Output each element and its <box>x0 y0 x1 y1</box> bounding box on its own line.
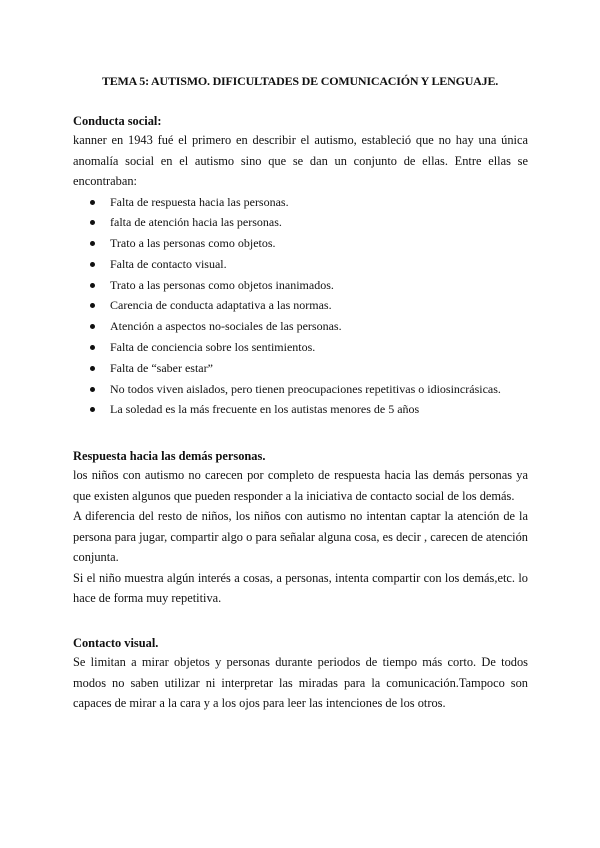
list-item-text: Falta de contacto visual. <box>110 256 227 271</box>
list-item <box>73 337 528 358</box>
bullet-icon <box>90 324 95 329</box>
list-item-text: Trato a las personas como objetos. <box>110 236 276 251</box>
list-item <box>73 212 528 233</box>
list-item-text: Falta de respuesta hacia las personas. <box>110 194 289 209</box>
bullet-icon <box>90 200 95 205</box>
list-item <box>73 295 528 316</box>
section-heading-contacto-visual: Contacto visual. <box>73 636 159 650</box>
list-item <box>73 192 528 213</box>
contacto-visual-paragraph: Se limitan a mirar objetos y personas durante periodos de tiempo más corto. De todos modos no saben utilizar ni interpretar las miradas para la comunicación.Tampoco son capaces de mirar a la cara y a los ojos para leer las intenciones de los otros. <box>73 655 528 710</box>
document-title: TEMA 5: AUTISMO. DIFICULTADES DE COMUNICACIÓN Y LENGUAJE. <box>101 74 499 88</box>
bullet-icon <box>90 220 95 225</box>
section-heading-respuesta: Respuesta hacia las demás personas. <box>73 449 266 463</box>
list-item <box>73 379 528 400</box>
bullet-icon <box>90 345 95 350</box>
list-item-text: No todos viven aislados, pero tienen preocupaciones repetitivas o idiosincrásicas. <box>110 381 501 396</box>
bullet-icon <box>90 262 95 267</box>
list-item <box>73 399 528 420</box>
respuesta-paragraph-3: Si el niño muestra algún interés a cosas, a personas, intenta compartir con los demás,etc. lo hace de forma muy repetitiva. <box>73 570 528 605</box>
list-item <box>73 233 528 254</box>
bullet-icon <box>90 303 95 308</box>
conducta-social-intro: kanner en 1943 fué el primero en describir el autismo, estableció que no hay una única anomalía social en el autismo sino que se dan un conjunto de ellas. Entre ellas se encontraban: <box>73 133 528 188</box>
conducta-social-list <box>73 192 528 421</box>
list-item-text: Carencia de conducta adaptativa a las normas. <box>110 298 332 313</box>
bullet-icon <box>90 366 95 371</box>
section-respuesta <box>73 447 528 609</box>
bullet-icon <box>90 407 95 412</box>
section-heading-conducta-social: Conducta social: <box>73 114 162 128</box>
bullet-icon <box>90 283 95 288</box>
list-item-text: falta de atención hacia las personas. <box>110 215 282 230</box>
respuesta-paragraph-1: los niños con autismo no carecen por completo de respuesta hacia las demás personas ya que existen algunos que pueden responder a la iniciativa de contacto social de los demás. <box>73 468 528 503</box>
list-item-text: Atención a aspectos no-sociales de las personas. <box>110 319 342 334</box>
list-item-text: Falta de conciencia sobre los sentimientos. <box>110 340 316 355</box>
bullet-icon <box>90 241 95 246</box>
list-item <box>73 254 528 275</box>
respuesta-paragraph-2: A diferencia del resto de niños, los niños con autismo no intentan captar la atención de la persona para jugar, compartir algo o para señalar alguna cosa, es decir , carecen de atención conjunta. <box>73 509 528 564</box>
list-item-text: Trato a las personas como objetos inanimados. <box>110 277 334 292</box>
list-item <box>73 358 528 379</box>
list-item <box>73 316 528 337</box>
list-item-text: La soledad es la más frecuente en los autistas menores de 5 años <box>110 402 420 417</box>
section-contacto-visual <box>73 634 528 714</box>
bullet-icon <box>90 387 95 392</box>
list-item <box>73 275 528 296</box>
section-conducta-social <box>73 112 528 420</box>
list-item-text: Falta de “saber estar” <box>110 360 213 375</box>
